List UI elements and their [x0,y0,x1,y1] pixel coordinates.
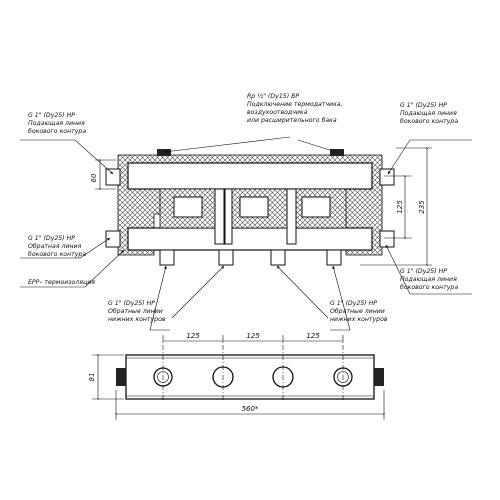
dim-height-top: 60 [90,173,98,183]
tr-line-2: Подающая линия [400,110,457,117]
sensor-port-right [330,149,344,156]
separator-tube-2 [225,189,232,244]
epp-insulation-label: EPP– термоизоляция [28,279,95,286]
tl-line-2: Подающая линия [28,120,85,127]
separator-tube-1 [215,189,224,244]
bl-line-2: Обратные линии [108,308,163,315]
br-line-1: G 1" (Dy25) HP [330,300,377,307]
bottom-header-pipe [128,228,372,250]
window-1 [174,197,202,217]
nozzle-bottom-right [380,231,394,247]
dim-length: 560* [241,405,259,413]
nozzle-top-left [106,169,120,185]
br-line-2: Обратные линии [330,308,385,315]
tr-line-1: G 1" (Dy25) HP [400,102,447,109]
callout-line-2: Подключение термодатчика, [247,101,343,108]
dim-total-height: 235 [418,200,426,214]
tl-line-3: бокового контура [28,128,87,135]
end-fitting-right [374,368,384,386]
dim-spacing-2: 125 [246,332,260,340]
sensor-port-left [157,149,171,156]
top-center-callout [247,92,343,124]
mr-line-3: бокового контура [400,284,459,291]
mid-left-callout [28,235,86,258]
bottom-left-callout [108,300,166,323]
ml-line-3: бокового контура [28,251,87,258]
bottom-right-callout [330,300,388,323]
mid-right-callout [400,268,458,291]
mr-line-2: Подающая линия [400,276,457,283]
bottom-outlet-4 [327,250,341,265]
mr-line-1: G 1" (Dy25) HP [400,268,447,275]
separator-tube-3 [287,189,296,244]
callout-thread-size: Rp ½" (Dy15) BP [247,93,300,100]
ml-line-1: G 1" (Dy25) HP [28,235,75,242]
dim-depth: 81 [88,372,96,382]
top-view [92,335,384,420]
ml-line-2: Обратная линия [28,243,82,250]
end-fitting-left [116,368,126,386]
nozzle-top-right [380,169,394,185]
bottom-outlet-1 [160,250,174,265]
bottom-outlet-3 [271,250,285,265]
callout-line-4: или расширительного бака [247,117,337,124]
tl-line-1: G 1" (Dy25) HP [28,112,75,119]
dim-center-distance: 125 [396,200,404,214]
front-view [20,137,472,330]
top-header-pipe [128,163,372,189]
window-2 [240,197,268,217]
bl-line-1: G 1" (Dy25) HP [108,300,155,307]
callout-line-3: воздухоотводчика [247,109,308,116]
top-right-callout [400,102,458,125]
bottom-outlet-2 [219,250,233,265]
bl-line-3: нижних контуров [108,316,166,323]
tr-line-3: бокового контура [400,118,459,125]
br-line-3: нижних контуров [330,316,388,323]
top-left-callout [28,112,86,135]
dim-spacing-1: 125 [186,332,200,340]
window-3 [302,197,330,217]
dim-spacing-3: 125 [306,332,320,340]
